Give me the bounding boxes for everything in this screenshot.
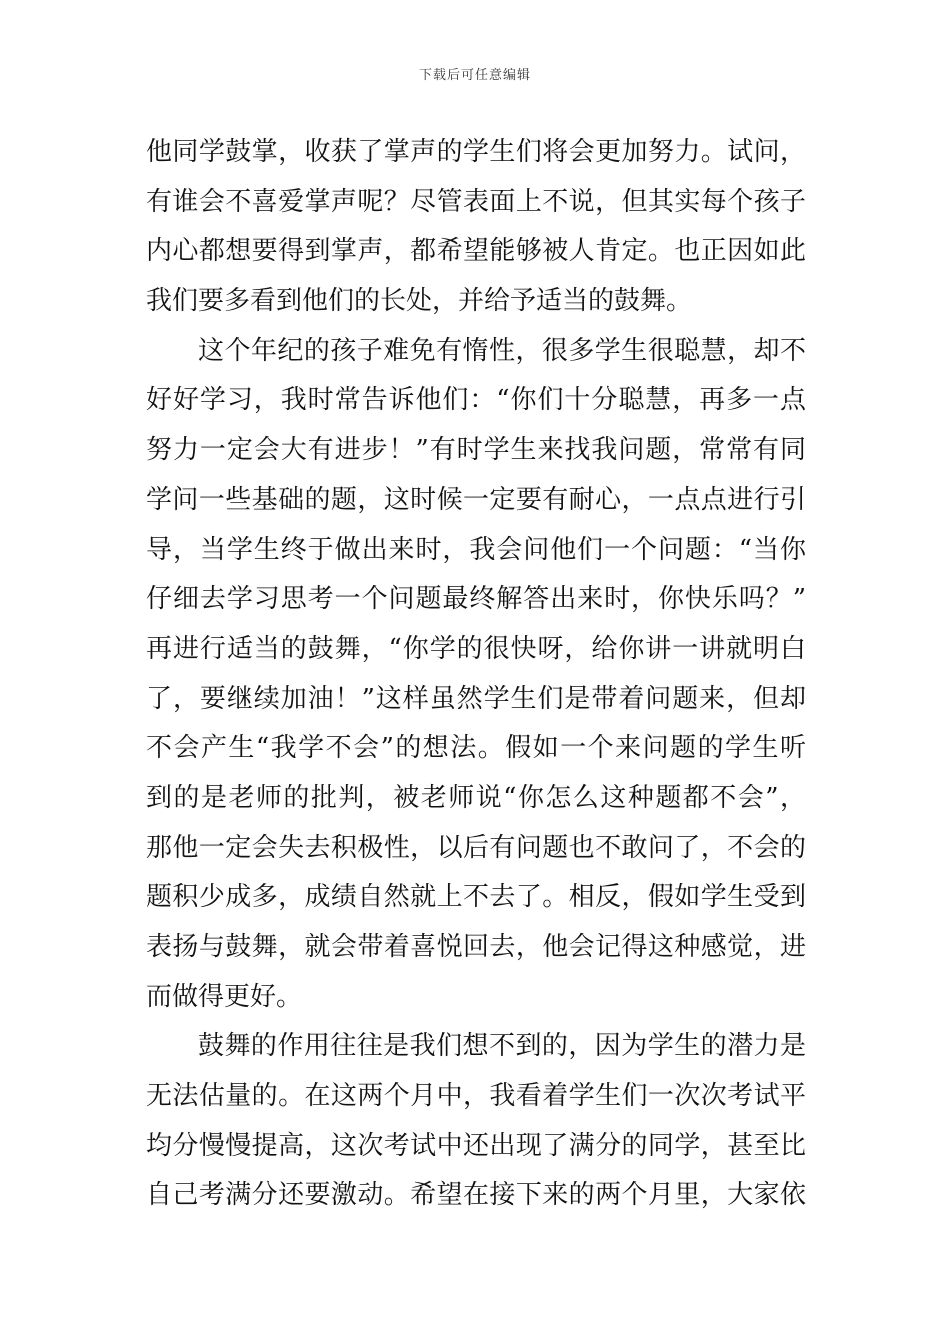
text-line: 学问一些基础的题，这时候一定要有耐心，一点点进行引 xyxy=(146,484,806,515)
text-line: 再进行适当的鼓舞，“你学的很快呀，给你讲一讲就明白 xyxy=(146,633,806,664)
text-line: 好好学习，我时常告诉他们：“你们十分聪慧，再多一点 xyxy=(146,385,806,416)
text-line: 导，当学生终于做出来时，我会问他们一个问题：“当你 xyxy=(146,534,806,565)
text-line: 而做得更好。 xyxy=(146,981,303,1012)
text-line: 题积少成多，成绩自然就上不去了。相反，假如学生受到 xyxy=(146,882,806,913)
text-line: 均分慢慢提高，这次考试中还出现了满分的同学，甚至比 xyxy=(146,1130,806,1161)
text-line: 仔细去学习思考一个问题最终解答出来时，你快乐吗？” xyxy=(146,584,806,615)
text-line: 他同学鼓掌，收获了掌声的学生们将会更加努力。试问， xyxy=(146,137,806,167)
text-line: 到的是老师的批判，被老师说“你怎么这种题都不会”， xyxy=(146,782,806,813)
text-line: 努力一定会大有进步！”有时学生来找我问题，常常有同 xyxy=(146,435,806,466)
text-line: 这个年纪的孩子难免有惰性，很多学生很聪慧，却不 xyxy=(198,335,806,366)
text-line: 自己考满分还要激动。希望在接下来的两个月里，大家依 xyxy=(146,1180,806,1211)
text-line: 无法估量的。在这两个月中，我看着学生们一次次考试平 xyxy=(146,1081,806,1112)
text-line: 内心都想要得到掌声，都希望能够被人肯定。也正因如此 xyxy=(146,236,806,267)
text-line: 不会产生“我学不会”的想法。假如一个来问题的学生听 xyxy=(146,733,806,764)
paragraph-3 xyxy=(146,1022,806,1221)
paragraph-2 xyxy=(146,327,806,1023)
page-header: 下载后可任意编辑 xyxy=(418,68,531,83)
text-line: 那他一定会失去积极性，以后有问题也不敢问了，不会的 xyxy=(146,832,806,863)
document-body xyxy=(146,128,806,1221)
text-line: 表扬与鼓舞，就会带着喜悦回去，他会记得这种感觉，进 xyxy=(146,932,806,962)
text-line: 有谁会不喜爱掌声呢？尽管表面上不说，但其实每个孩子 xyxy=(146,186,806,217)
text-line: 鼓舞的作用往往是我们想不到的，因为学生的潜力是 xyxy=(198,1031,806,1062)
paragraph-1 xyxy=(146,128,806,327)
text-line: 我们要多看到他们的长处，并给予适当的鼓舞。 xyxy=(146,286,693,317)
text-line: 了，要继续加油！”这样虽然学生们是带着问题来，但却 xyxy=(146,683,806,714)
